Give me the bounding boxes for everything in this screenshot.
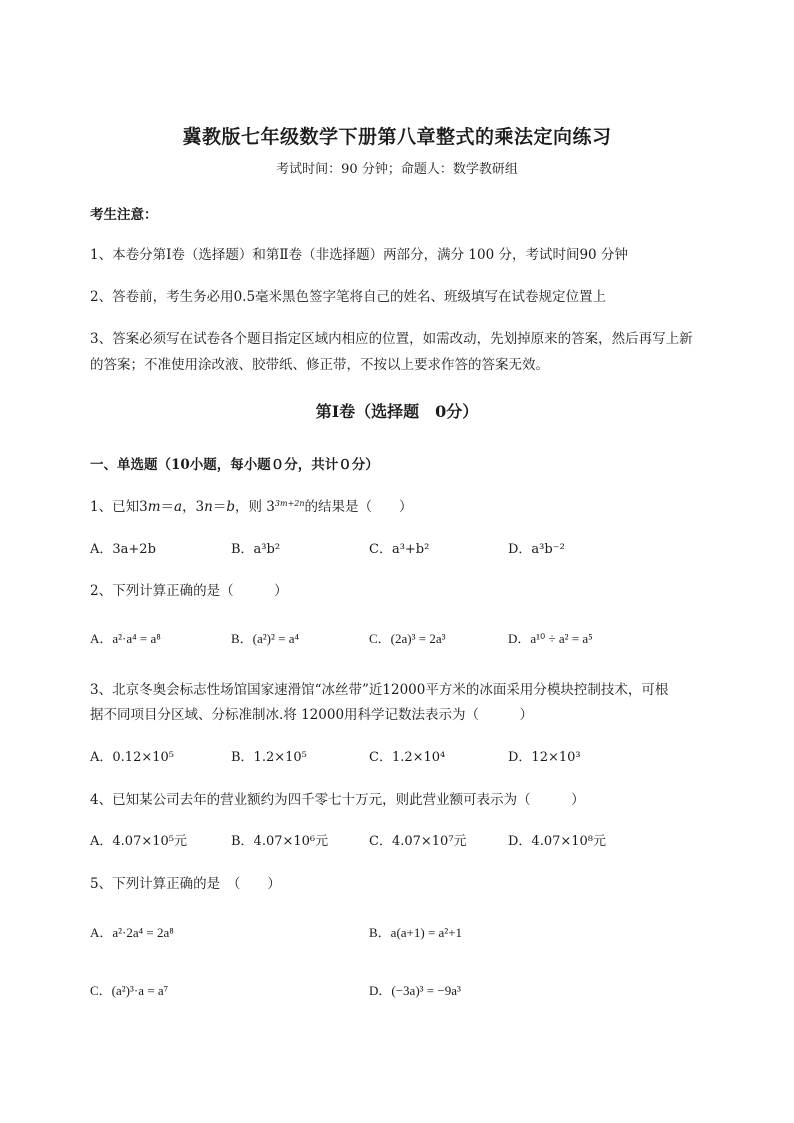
- q5-option-a[interactable]: A．a²·2a⁴ = 2a⁸: [90, 925, 174, 940]
- q2-option-c[interactable]: C．(2a)³ = 2a³: [369, 631, 446, 646]
- q1-option-a[interactable]: A．3a+2b: [90, 542, 156, 557]
- notice-item-2: 2、答卷前，考生务必用0.5毫米黑色签字笔将自己的姓名、班级填写在试卷规定位置上: [90, 289, 607, 305]
- question-2-stem: 2、下列计算正确的是（ ）: [90, 583, 288, 599]
- question-3-stem-line2: 据不同项目分区域、分标准制冰.将 12000用科学记数法表示为（ ）: [90, 707, 534, 723]
- q3-option-b[interactable]: B．1.2×10⁵: [231, 750, 307, 765]
- q5-option-b[interactable]: B．a(a+1) = a²+1: [369, 925, 463, 940]
- q4-option-d[interactable]: D．4.07×10⁸元: [508, 834, 607, 849]
- page-title: 冀教版七年级数学下册第八章整式的乘法定向练习: [182, 126, 612, 148]
- notice-item-1: 1、本卷分第Ⅰ卷（选择题）和第Ⅱ卷（非选择题）两部分，满分 100 分，考试时间90 分钟: [90, 247, 628, 263]
- q1-option-b[interactable]: B．a³b²: [231, 542, 281, 557]
- notice-heading: 考生注意：: [90, 207, 158, 223]
- q2-option-b[interactable]: B．(a²)² = a⁴: [231, 631, 300, 646]
- notice-item-3: 3、答案必须写在试卷各个题目指定区域内相应的位置，如需改动，先划掉原来的答案，然后再写上新: [90, 331, 693, 347]
- question-3-stem-line1: 3、北京冬奥会标志性场馆国家速滑馆“冰丝带”近12000平方米的冰面采用分模块控制技术，可根: [90, 682, 669, 698]
- question-4-stem: 4、已知某公司去年的营业额约为四千零七十万元，则此营业额可表示为（ ）: [90, 792, 585, 808]
- section-title: 第Ⅰ卷（选择题 0分）: [315, 402, 479, 421]
- q3-option-c[interactable]: C．1.2×10⁴: [369, 750, 446, 765]
- question-1-stem: 1、已知3m＝a，3n＝b，则 $3^{3m+2n}$的结果是（ ）: [90, 499, 413, 515]
- q5-option-c[interactable]: C．(a²)³·a = a⁷: [90, 983, 169, 998]
- notice-item-3-cont: 的答案；不准使用涂改液、胶带纸、修正带，不按以上要求作答的答案无效。: [90, 357, 549, 373]
- part-heading: 一、单选题（10小题，每小题０分，共计０分）: [90, 457, 379, 473]
- q2-option-d[interactable]: D．a¹⁰ ÷ a² = a⁵: [508, 631, 593, 646]
- q3-option-d[interactable]: D．12×10³: [508, 750, 581, 765]
- q3-option-a[interactable]: A．0.12×10⁵: [90, 750, 174, 765]
- q4-option-a[interactable]: A．4.07×10⁵元: [90, 834, 187, 849]
- q4-option-c[interactable]: C．4.07×10⁷元: [369, 834, 467, 849]
- q5-option-d[interactable]: D．(−3a)³ = −9a³: [369, 983, 461, 998]
- q1-option-c[interactable]: C．a³+b²: [369, 542, 430, 557]
- q1-option-d[interactable]: D．a³b⁻²: [508, 542, 565, 557]
- exam-subtitle: 考试时间：90 分钟；命题人：数学教研组: [276, 162, 518, 177]
- q2-option-a[interactable]: A．a²·a⁴ = a⁸: [90, 631, 161, 646]
- question-5-stem: 5、下列计算正确的是 （ ）: [90, 876, 281, 892]
- q4-option-b[interactable]: B．4.07×10⁶元: [231, 834, 329, 849]
